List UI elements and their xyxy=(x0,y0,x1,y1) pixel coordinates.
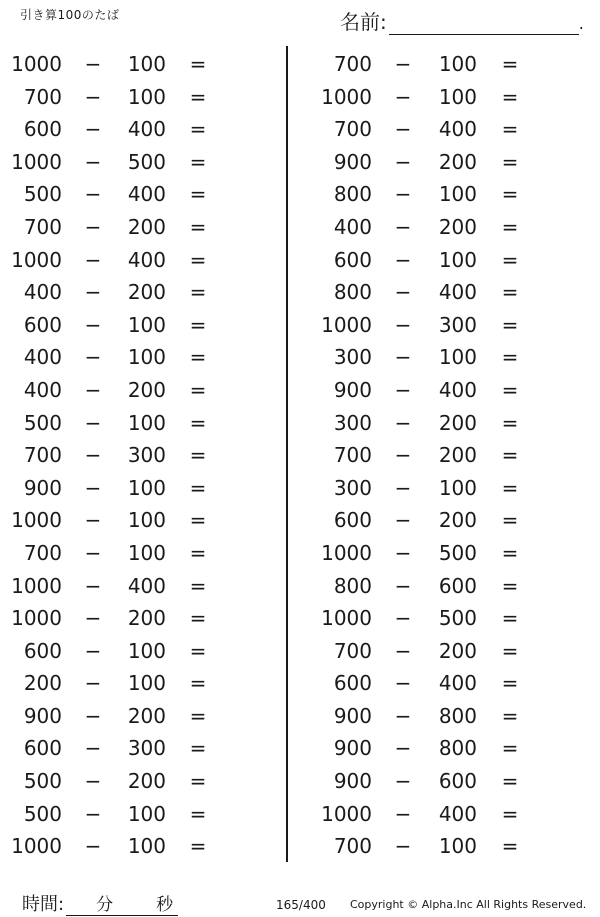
equals-sign: = xyxy=(501,280,519,305)
subtrahend: 100 xyxy=(438,345,477,370)
equals-sign: = xyxy=(501,247,519,272)
subtrahend: 400 xyxy=(438,671,477,696)
equals-sign: = xyxy=(501,736,519,761)
minus-sign: − xyxy=(84,540,102,565)
minuend: 1000 xyxy=(11,834,62,859)
equals-sign: = xyxy=(189,801,207,826)
minus-sign: − xyxy=(84,214,102,239)
minuend: 1000 xyxy=(321,801,372,826)
equals-sign: = xyxy=(189,312,207,337)
minus-sign: − xyxy=(84,280,102,305)
minuend: 900 xyxy=(333,149,372,174)
subtrahend: 100 xyxy=(127,671,166,696)
subtrahend: 100 xyxy=(127,638,166,663)
subtrahend: 100 xyxy=(127,312,166,337)
subtrahend: 500 xyxy=(438,606,477,631)
minus-sign: − xyxy=(394,117,412,142)
name-label: 名前: xyxy=(340,10,387,34)
equals-sign: = xyxy=(189,149,207,174)
minus-sign: − xyxy=(84,410,102,435)
minuend: 700 xyxy=(333,443,372,468)
equals-sign: = xyxy=(189,671,207,696)
equals-sign: = xyxy=(501,443,519,468)
minus-sign: − xyxy=(84,801,102,826)
minuend: 1000 xyxy=(11,149,62,174)
minuend: 600 xyxy=(333,508,372,533)
subtrahend: 200 xyxy=(127,606,166,631)
subtrahend: 400 xyxy=(438,377,477,402)
subtrahend: 100 xyxy=(127,52,166,76)
minus-sign: − xyxy=(84,345,102,370)
subtrahend: 200 xyxy=(438,149,477,174)
minuend: 700 xyxy=(333,117,372,142)
minus-sign: − xyxy=(394,377,412,402)
equals-sign: = xyxy=(189,182,207,207)
equals-sign: = xyxy=(501,475,519,500)
subtrahend: 600 xyxy=(438,573,477,598)
worksheet-title: 引き算100のたば xyxy=(20,8,120,22)
name-field xyxy=(340,6,584,35)
equals-sign: = xyxy=(189,769,207,794)
minus-sign: − xyxy=(394,606,412,631)
minuend: 700 xyxy=(23,84,62,109)
minuend: 600 xyxy=(23,312,62,337)
subtrahend: 500 xyxy=(127,149,166,174)
minuend: 900 xyxy=(333,377,372,402)
subtrahend: 100 xyxy=(438,84,477,109)
equals-sign: = xyxy=(189,117,207,142)
equals-sign: = xyxy=(501,182,519,207)
subtrahend: 200 xyxy=(438,410,477,435)
subtrahend: 200 xyxy=(127,769,166,794)
subtrahend: 100 xyxy=(127,475,166,500)
subtrahend: 300 xyxy=(127,443,166,468)
minus-sign: − xyxy=(84,475,102,500)
minus-sign: − xyxy=(84,671,102,696)
equals-sign: = xyxy=(501,573,519,598)
minuend: 700 xyxy=(333,834,372,859)
subtrahend: 800 xyxy=(438,736,477,761)
equals-sign: = xyxy=(189,443,207,468)
seconds-unit: 秒 xyxy=(156,895,174,915)
minus-sign: − xyxy=(84,573,102,598)
minus-sign: − xyxy=(84,736,102,761)
subtrahend: 100 xyxy=(438,52,477,76)
time-field xyxy=(22,890,178,916)
minuend: 900 xyxy=(333,736,372,761)
minuend: 1000 xyxy=(11,247,62,272)
equals-sign: = xyxy=(189,834,207,859)
minuend: 800 xyxy=(333,573,372,598)
minus-sign: − xyxy=(394,475,412,500)
equals-sign: = xyxy=(501,312,519,337)
minus-sign: − xyxy=(394,345,412,370)
minuend: 900 xyxy=(23,475,62,500)
subtrahend: 100 xyxy=(127,345,166,370)
equals-sign: = xyxy=(189,247,207,272)
minus-sign: − xyxy=(394,638,412,663)
minus-sign: − xyxy=(394,443,412,468)
equals-sign: = xyxy=(501,410,519,435)
subtrahend: 500 xyxy=(438,540,477,565)
subtrahend: 100 xyxy=(438,247,477,272)
minuend: 600 xyxy=(333,247,372,272)
page-number: 165/400 xyxy=(276,898,326,912)
subtrahend: 400 xyxy=(127,573,166,598)
minus-sign: − xyxy=(84,508,102,533)
minuend: 300 xyxy=(333,410,372,435)
minus-sign: − xyxy=(84,769,102,794)
minus-sign: − xyxy=(394,214,412,239)
minuend: 900 xyxy=(23,703,62,728)
subtrahend: 400 xyxy=(438,801,477,826)
minus-sign: − xyxy=(394,182,412,207)
minuend: 500 xyxy=(23,410,62,435)
minuend: 1000 xyxy=(321,312,372,337)
equals-sign: = xyxy=(501,703,519,728)
equals-sign: = xyxy=(501,52,519,76)
minus-sign: − xyxy=(84,52,102,76)
minus-sign: − xyxy=(84,703,102,728)
minuend: 1000 xyxy=(11,573,62,598)
minuend: 1000 xyxy=(321,84,372,109)
subtrahend: 100 xyxy=(127,801,166,826)
minus-sign: − xyxy=(394,801,412,826)
name-end-mark: . xyxy=(578,14,584,33)
equals-sign: = xyxy=(501,377,519,402)
time-blank-line[interactable] xyxy=(66,893,178,916)
equals-sign: = xyxy=(189,280,207,305)
minuend: 500 xyxy=(23,769,62,794)
minus-sign: − xyxy=(84,182,102,207)
minuend: 1000 xyxy=(11,52,62,76)
equals-sign: = xyxy=(501,769,519,794)
minuend: 400 xyxy=(23,345,62,370)
minuend: 200 xyxy=(23,671,62,696)
minus-sign: − xyxy=(84,834,102,859)
minus-sign: − xyxy=(394,247,412,272)
minus-sign: − xyxy=(84,638,102,663)
minuend: 1000 xyxy=(11,606,62,631)
equals-sign: = xyxy=(189,214,207,239)
equals-sign: = xyxy=(189,703,207,728)
minus-sign: − xyxy=(394,149,412,174)
equals-sign: = xyxy=(501,801,519,826)
minuend: 300 xyxy=(333,475,372,500)
minus-sign: − xyxy=(394,671,412,696)
minuend: 300 xyxy=(333,345,372,370)
equals-sign: = xyxy=(501,117,519,142)
minuend: 700 xyxy=(23,214,62,239)
subtrahend: 400 xyxy=(438,280,477,305)
equals-sign: = xyxy=(501,834,519,859)
minuend: 600 xyxy=(23,736,62,761)
minuend: 900 xyxy=(333,769,372,794)
copyright-notice: Copyright © Alpha.Inc All Rights Reserved. xyxy=(350,898,587,911)
equals-sign: = xyxy=(501,638,519,663)
minuend: 1000 xyxy=(11,508,62,533)
minuend: 400 xyxy=(333,214,372,239)
minutes-unit: 分 xyxy=(96,895,114,915)
minus-sign: − xyxy=(394,410,412,435)
minuend: 1000 xyxy=(321,606,372,631)
subtrahend: 800 xyxy=(438,703,477,728)
equals-sign: = xyxy=(501,671,519,696)
minuend: 900 xyxy=(333,703,372,728)
subtrahend: 200 xyxy=(127,377,166,402)
minus-sign: − xyxy=(394,769,412,794)
minus-sign: − xyxy=(394,508,412,533)
minus-sign: − xyxy=(394,703,412,728)
minuend: 700 xyxy=(333,52,372,76)
minus-sign: − xyxy=(394,736,412,761)
column-divider xyxy=(286,46,288,862)
minuend: 400 xyxy=(23,377,62,402)
minus-sign: − xyxy=(394,834,412,859)
equals-sign: = xyxy=(501,345,519,370)
equals-sign: = xyxy=(501,540,519,565)
subtrahend: 200 xyxy=(438,638,477,663)
minus-sign: − xyxy=(394,52,412,76)
minus-sign: − xyxy=(394,540,412,565)
subtrahend: 100 xyxy=(438,834,477,859)
subtrahend: 200 xyxy=(438,214,477,239)
time-label: 時間: xyxy=(22,894,65,915)
subtrahend: 100 xyxy=(127,84,166,109)
subtrahend: 300 xyxy=(438,312,477,337)
equals-sign: = xyxy=(501,508,519,533)
minuend: 1000 xyxy=(321,540,372,565)
minuend: 600 xyxy=(23,638,62,663)
subtrahend: 400 xyxy=(127,247,166,272)
subtrahend: 400 xyxy=(127,182,166,207)
subtrahend: 100 xyxy=(127,540,166,565)
equals-sign: = xyxy=(189,573,207,598)
equals-sign: = xyxy=(189,52,207,76)
equals-sign: = xyxy=(189,540,207,565)
equals-sign: = xyxy=(189,377,207,402)
equals-sign: = xyxy=(501,214,519,239)
subtrahend: 200 xyxy=(127,214,166,239)
subtrahend: 200 xyxy=(438,443,477,468)
minus-sign: − xyxy=(84,149,102,174)
equals-sign: = xyxy=(189,84,207,109)
minus-sign: − xyxy=(394,280,412,305)
equals-sign: = xyxy=(189,638,207,663)
equals-sign: = xyxy=(189,345,207,370)
equals-sign: = xyxy=(189,508,207,533)
name-blank-line[interactable] xyxy=(389,14,579,35)
equals-sign: = xyxy=(501,84,519,109)
subtrahend: 100 xyxy=(127,834,166,859)
minuend: 400 xyxy=(23,280,62,305)
equals-sign: = xyxy=(501,606,519,631)
subtrahend: 400 xyxy=(127,117,166,142)
subtrahend: 200 xyxy=(438,508,477,533)
minuend: 500 xyxy=(23,182,62,207)
subtrahend: 600 xyxy=(438,769,477,794)
minuend: 500 xyxy=(23,801,62,826)
subtrahend: 300 xyxy=(127,736,166,761)
minuend: 700 xyxy=(23,540,62,565)
equals-sign: = xyxy=(189,410,207,435)
minus-sign: − xyxy=(84,443,102,468)
minus-sign: − xyxy=(84,84,102,109)
subtrahend: 100 xyxy=(127,508,166,533)
subtrahend: 100 xyxy=(127,410,166,435)
minus-sign: − xyxy=(84,377,102,402)
minuend: 600 xyxy=(23,117,62,142)
equals-sign: = xyxy=(189,606,207,631)
minus-sign: − xyxy=(84,117,102,142)
subtrahend: 100 xyxy=(438,182,477,207)
subtrahend: 400 xyxy=(438,117,477,142)
minuend: 800 xyxy=(333,182,372,207)
minuend: 700 xyxy=(333,638,372,663)
equals-sign: = xyxy=(189,475,207,500)
minuend: 700 xyxy=(23,443,62,468)
minus-sign: − xyxy=(84,606,102,631)
minus-sign: − xyxy=(84,312,102,337)
subtrahend: 200 xyxy=(127,280,166,305)
subtrahend: 100 xyxy=(438,475,477,500)
minus-sign: − xyxy=(394,312,412,337)
subtrahend: 200 xyxy=(127,703,166,728)
minus-sign: − xyxy=(394,573,412,598)
minus-sign: − xyxy=(394,84,412,109)
equals-sign: = xyxy=(189,736,207,761)
equals-sign: = xyxy=(501,149,519,174)
minuend: 800 xyxy=(333,280,372,305)
minus-sign: − xyxy=(84,247,102,272)
minuend: 600 xyxy=(333,671,372,696)
